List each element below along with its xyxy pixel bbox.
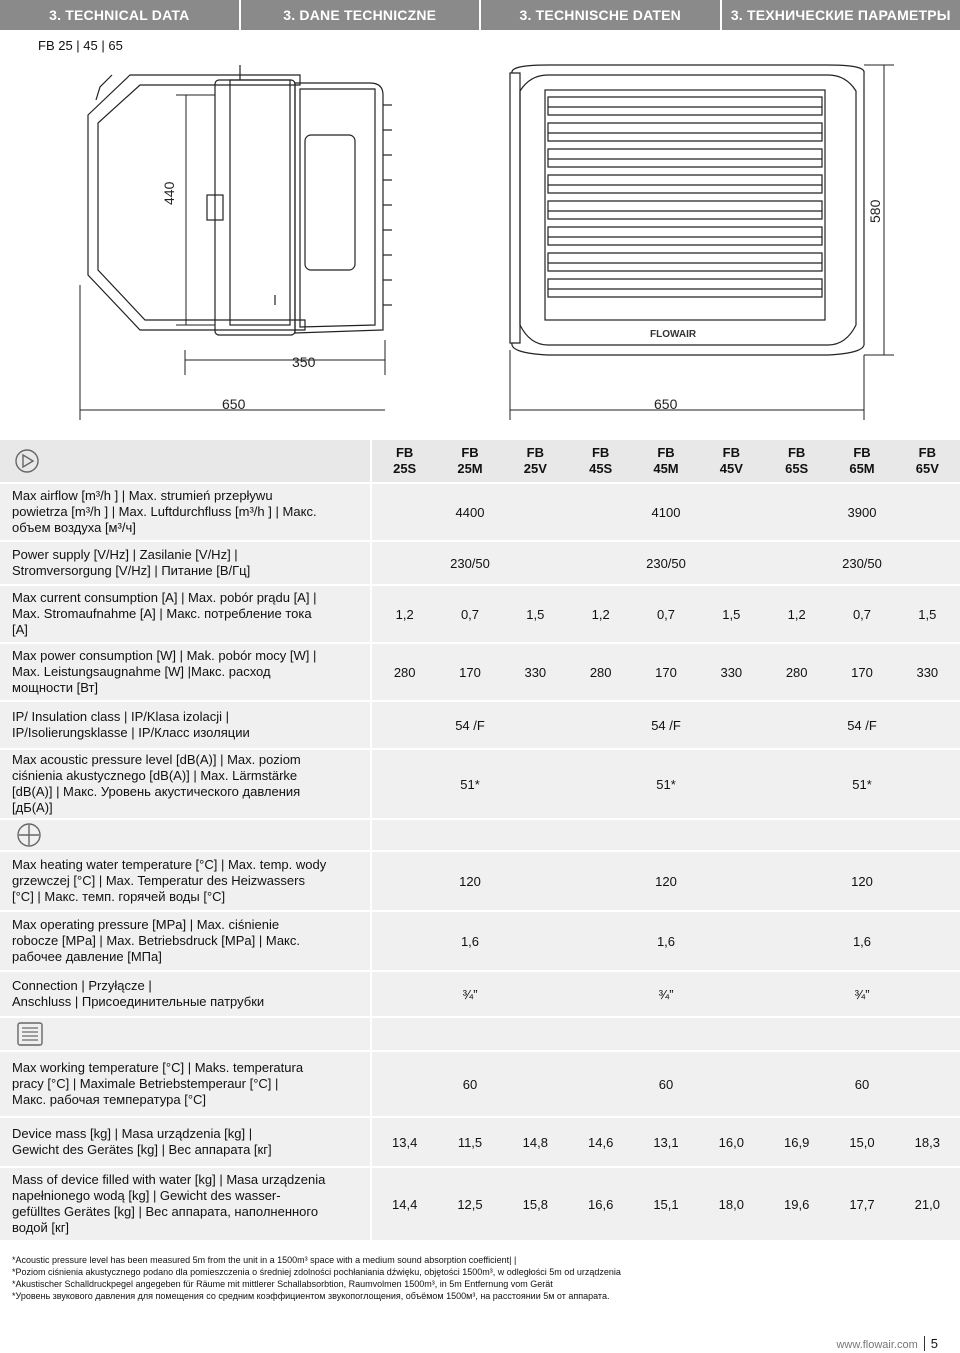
cell-value: 51* — [460, 776, 480, 792]
cell-value: 170 — [851, 664, 873, 680]
model-header: FB 25V — [523, 445, 547, 476]
cell-value: 60 — [854, 1076, 870, 1092]
row-label: Power supply [V/Hz] | Zasilanie [V/Hz] | — [12, 547, 238, 562]
cell-value: 18,3 — [914, 1134, 940, 1150]
page-number: 5 — [924, 1336, 938, 1351]
dim-440-label: 440 — [161, 181, 177, 205]
side-view — [88, 65, 392, 335]
cell-value: 1,6 — [656, 933, 676, 949]
cell-value: 0,7 — [852, 606, 872, 622]
cell-value: 120 — [851, 873, 873, 889]
cell-value: 14,6 — [588, 1134, 614, 1150]
row-label: Stromversorgung [V/Hz] | Питание [В/Гц] — [12, 563, 251, 578]
row-label: powietrza [m³/h ] | Max. Luftdurchfluss [m³/h ] | Макс. — [12, 504, 317, 519]
row-label: [A] — [12, 622, 28, 637]
cell-value: 0,7 — [460, 606, 480, 622]
model-header: FB 45V — [719, 445, 743, 476]
page-footer — [836, 1336, 938, 1351]
cell-value: 13,1 — [653, 1134, 679, 1150]
row-connection — [0, 972, 960, 1016]
row-label: Max acoustic pressure level [dB(A)] | Max. poziom — [12, 752, 301, 767]
footnote: *Akustischer Schalldruckpegel angegeben für Räume mit mittlerer Schallabsorbtion, Raumvolmen 1500m³, in 5m Entfernung vom Gerät — [12, 1279, 553, 1289]
cell-value: 14,4 — [392, 1196, 418, 1212]
cell-value: 16,0 — [718, 1134, 744, 1150]
model-header: FB 65M — [849, 445, 875, 476]
cell-value: 60 — [658, 1076, 674, 1092]
front-louvres — [548, 97, 822, 297]
dim-350-label: 350 — [292, 354, 316, 370]
row-label: pracy [°C] | Maximale Betriebstemperaur [°C] | — [12, 1076, 279, 1091]
cell-value: 170 — [459, 664, 481, 680]
front-view — [510, 65, 864, 355]
cell-value: 21,0 — [914, 1196, 940, 1212]
row-label: Max. Stromaufnahme [A] | Макс. потребление тока — [12, 606, 312, 621]
footnote: *Уровень звукового давления для помещения со средним коэффициентом звукопоглощения, объёмом 1500м³, на расстоянии 5м от аппарата. — [12, 1291, 610, 1301]
row-label: Max heating water temperature [°C] | Max. temp. wody — [12, 857, 327, 872]
cell-value: 18,0 — [718, 1196, 744, 1212]
cell-value: 330 — [524, 664, 547, 680]
row-label: Max. Leistungsaugnahme [W] |Макс. расход — [12, 664, 271, 679]
tab-technical-data-pl: 3. DANE TECHNICZNE — [241, 0, 482, 30]
cell-value: 19,6 — [784, 1196, 810, 1212]
cell-value: 1,6 — [852, 933, 872, 949]
device-icon — [16, 1021, 44, 1047]
footnote: *Acoustic pressure level has been measured 5m from the unit in a 1500m³ space with a medium sound absorption coefficient| | — [12, 1255, 517, 1265]
cell-value: 230/50 — [842, 555, 882, 571]
cell-value: 1,2 — [787, 606, 806, 622]
cell-value: 51* — [852, 776, 872, 792]
cell-value: 170 — [655, 664, 677, 680]
model-header: FB 45S — [589, 445, 613, 476]
row-label: Max current consumption [A] | Max. pobór prądu [A] | — [12, 590, 317, 605]
cell-value: ¾” — [854, 986, 870, 1002]
row-label: рабочее давление [МПа] — [12, 949, 162, 964]
cell-value: 4100 — [651, 504, 681, 520]
table-header-row — [0, 440, 960, 482]
cell-value: 1,5 — [722, 606, 741, 622]
footnote: *Poziom ciśnienia akustycznego podano dla pomieszczenia o średniej zdolności pochłaniania dźwięku, objętości 1500m³, w odległości 5m od urządzenia — [12, 1267, 621, 1277]
footer-url[interactable]: www.flowair.com — [836, 1339, 918, 1351]
row-label: Connection | Przyłącze | — [12, 978, 152, 993]
row-label: Anschluss | Присоединительные патрубки — [12, 994, 265, 1009]
row-power-supply — [0, 542, 960, 584]
row-label: водой [кг] — [12, 1220, 70, 1235]
cell-value: ¾” — [658, 986, 674, 1002]
model-header: FB 25M — [457, 445, 483, 476]
cell-value: 14,8 — [522, 1134, 548, 1150]
tab-technical-data-de: 3. TECHNISCHE DATEN — [481, 0, 722, 30]
row-label: [°C] | Макс. темп. горячей воды [°C] — [12, 889, 226, 904]
cell-value: 15,0 — [849, 1134, 875, 1150]
cell-value: 16,6 — [588, 1196, 614, 1212]
row-working-temp — [0, 1052, 960, 1116]
model-header: FB 25S — [393, 445, 417, 476]
cell-value: 280 — [393, 664, 416, 680]
model-header: FB 65S — [785, 445, 809, 476]
row-label: Макс. рабочая температура [°C] — [12, 1092, 207, 1107]
row-label: [dB(A)] | Макс. Уровень акустического давления — [12, 784, 301, 799]
cell-value: 1,2 — [591, 606, 610, 622]
footnotes — [12, 1254, 952, 1302]
row-power-consumption — [0, 644, 960, 700]
row-label: Mass of device filled with water [kg] | Masa urządzenia — [12, 1172, 326, 1187]
model-header: FB 65V — [915, 445, 939, 476]
technical-drawing — [0, 55, 960, 420]
heating-icon-row — [0, 820, 960, 850]
row-device-mass — [0, 1118, 960, 1166]
row-label: объем воздуха [м³/ч] — [12, 520, 136, 535]
row-operating-pressure — [0, 912, 960, 970]
cell-value: 230/50 — [646, 555, 686, 571]
cell-value: 4400 — [455, 504, 485, 520]
cell-value: 280 — [785, 664, 808, 680]
row-mass-filled — [0, 1168, 960, 1240]
dim-650-side-label: 650 — [222, 396, 246, 412]
model-header: FB 45M — [653, 445, 679, 476]
cell-value: 1,6 — [460, 933, 480, 949]
row-label: [дБ(А)] — [12, 800, 53, 815]
brand-logo: FLOWAIR — [650, 329, 697, 340]
cell-value: 120 — [655, 873, 677, 889]
row-label: napełnionego wodą [kg] | Gewicht des wasser- — [12, 1188, 281, 1203]
row-airflow — [0, 484, 960, 540]
row-label: gefülltes Gerätes [kg] | Вес аппарата, наполненного — [12, 1204, 319, 1219]
row-label: grzewczej [°C] | Max. Temperatur des Heizwassers — [12, 873, 305, 888]
side-dimension-lines — [80, 95, 385, 420]
cell-value: 54 /F — [651, 717, 681, 733]
dim-580-label: 580 — [867, 199, 883, 223]
model-headers — [372, 440, 960, 482]
device-icon-row — [0, 1018, 960, 1050]
section-header — [0, 0, 960, 30]
cell-value: 3900 — [847, 504, 877, 520]
row-label: Max working temperature [°C] | Maks. temperatura — [12, 1060, 304, 1075]
row-label: Device mass [kg] | Masa urządzenia [kg] | — [12, 1126, 253, 1141]
cell-value: 17,7 — [849, 1196, 875, 1212]
cell-value: 230/50 — [450, 555, 490, 571]
cell-value: 1,2 — [395, 606, 414, 622]
cell-value: 0,7 — [656, 606, 676, 622]
cell-value: 15,8 — [522, 1196, 548, 1212]
row-label: IP/ Insulation class | IP/Klasa izolacji | — [12, 709, 230, 724]
cell-value: 330 — [916, 664, 939, 680]
row-label: Max operating pressure [MPa] | Max. ciśnienie — [12, 917, 280, 932]
fan-icon — [12, 446, 42, 476]
cell-value: 12,5 — [457, 1196, 483, 1212]
model-line: FB 25 | 45 | 65 — [38, 38, 123, 53]
row-current — [0, 586, 960, 642]
row-label: robocze [MPa] | Max. Betriebsdruck [MPa] | Макс. — [12, 933, 300, 948]
cell-value: ¾” — [462, 986, 478, 1002]
cell-value: 54 /F — [847, 717, 877, 733]
row-label: Gewicht des Gerätes [kg] | Вес аппарата [кг] — [12, 1142, 272, 1157]
front-dimension-lines — [510, 65, 894, 420]
row-label: Max power consumption [W] | Mak. pobór mocy [W] | — [12, 648, 317, 663]
cell-value: 330 — [720, 664, 743, 680]
cell-value: 60 — [462, 1076, 478, 1092]
tab-technical-data-en: 3. TECHNICAL DATA — [0, 0, 241, 30]
cell-value: 120 — [459, 873, 481, 889]
cell-value: 15,1 — [653, 1196, 679, 1212]
cell-value: 16,9 — [784, 1134, 810, 1150]
cell-value: 1,5 — [526, 606, 545, 622]
row-ip-class — [0, 702, 960, 748]
cell-value: 11,5 — [457, 1134, 483, 1150]
row-label: мощности [Вт] — [12, 680, 99, 695]
heating-icon — [16, 822, 42, 848]
row-label: IP/Isolierungsklasse | IP/Класс изоляции — [12, 725, 250, 740]
row-label: ciśnienia akustycznego [dB(A)] | Max. Lärmstärke — [12, 768, 298, 783]
tab-technical-data-ru: 3. ТЕХНИЧЕСКИЕ ПАРАМЕТРЫ — [722, 0, 960, 30]
row-acoustic — [0, 750, 960, 818]
row-label: Max airflow [m³/h ] | Max. strumień przepływu — [12, 488, 273, 503]
cell-value: 13,4 — [392, 1134, 418, 1150]
fan-icon-cell — [0, 440, 370, 482]
cell-value: 280 — [589, 664, 612, 680]
cell-value: 1,5 — [918, 606, 937, 622]
cell-value: 51* — [656, 776, 676, 792]
row-water-temp — [0, 852, 960, 910]
dim-650-front-label: 650 — [654, 396, 678, 412]
cell-value: 54 /F — [455, 717, 485, 733]
